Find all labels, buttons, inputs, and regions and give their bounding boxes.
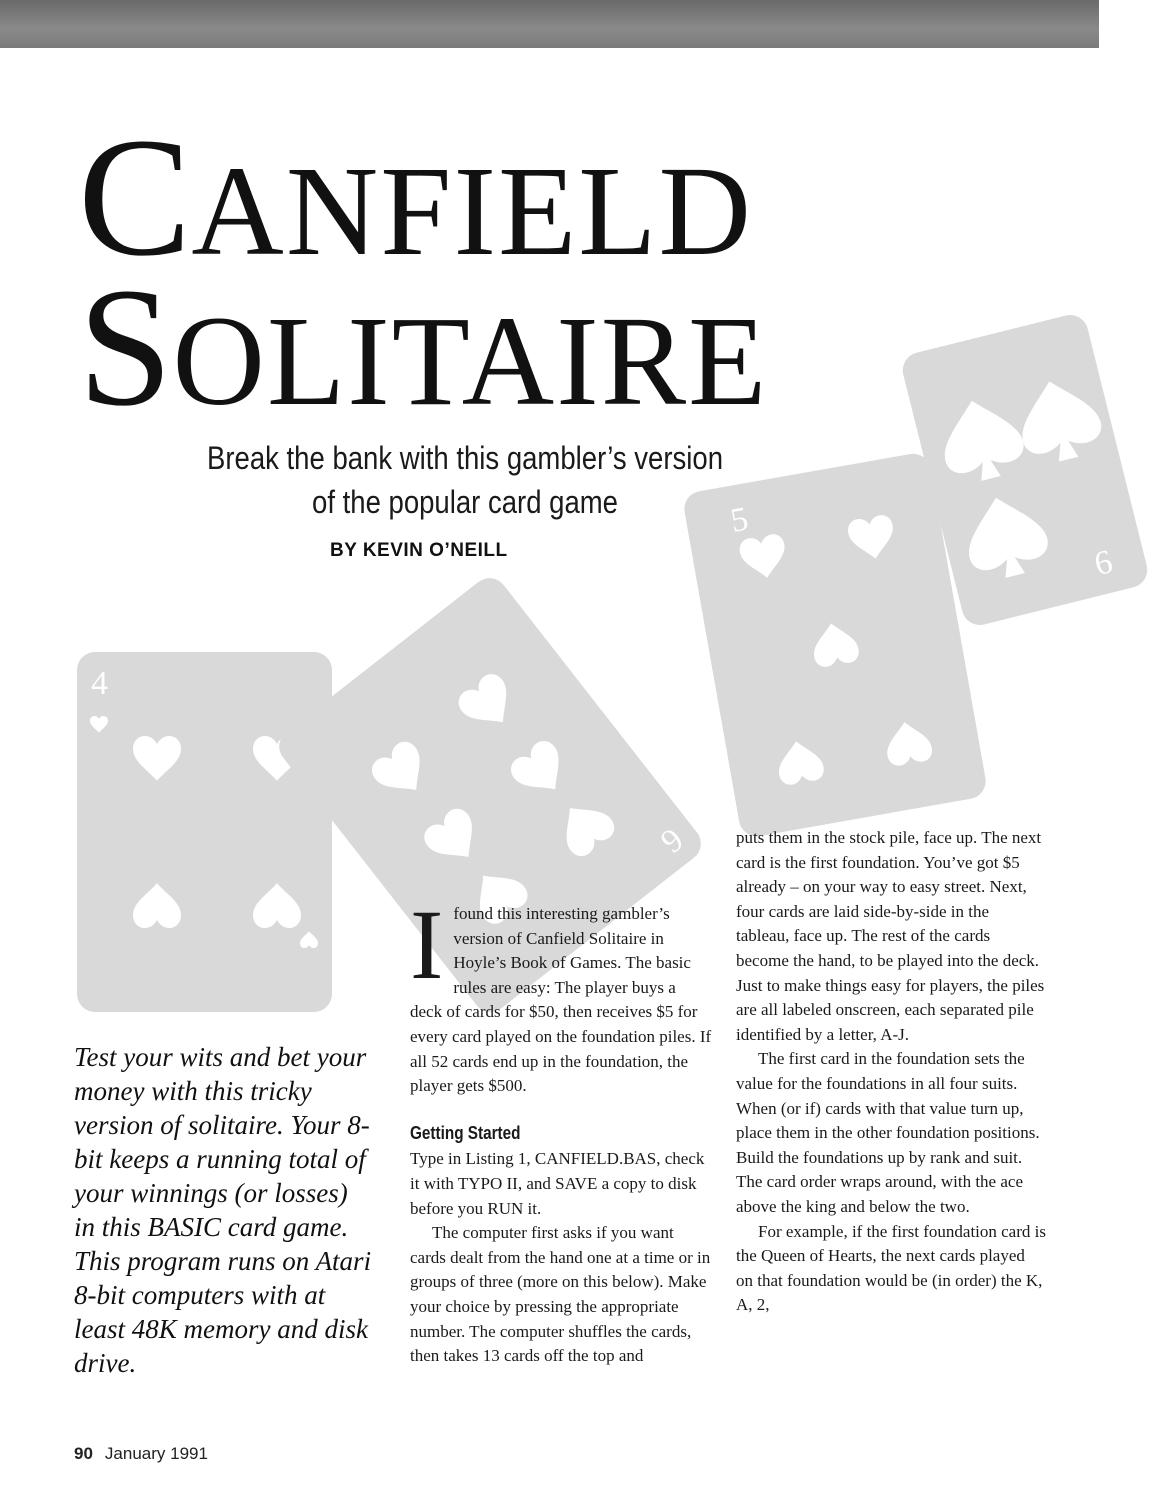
article-column-middle xyxy=(410,889,712,1369)
intro-paragraph xyxy=(410,889,712,1099)
article-column-right xyxy=(736,826,1046,1318)
paragraph-3: puts them in the stock pile, face up. The next card is the first foundation. You’ve got $5 already – on your way to easy street. Next, four cards are laid side-by-side in the tableau, face up. The rest of the cards become the hand, to be played into the deck. Just to make things easy for players, the piles are all labeled onscreen, each separated pile identified by a letter, A-J. xyxy=(736,828,1045,1044)
paragraph-2: The computer first asks if you want cards dealt from the hand one at a time or in groups of three (more on this below). Make your choice by pressing the appropriate number. The computer shuffles the cards, then takes 13 cards off the top and xyxy=(410,1223,711,1366)
article-subtitle xyxy=(194,436,736,524)
svg-text:4: 4 xyxy=(91,665,108,702)
pull-quote: Test your wits and bet your money with this tricky version of solitaire. Your 8-bit keeps a running total of your winnings (or losses) in this BASIC card game. This program runs on Atari 8-bit computers with at least 48K memory and disk drive. xyxy=(74,1042,372,1378)
svg-text:5: 5 xyxy=(727,500,751,540)
intro-text: found this interesting gambler’s version of Canfield Solitaire in Hoyle’s Book of Games. The basic rules are easy: The player buys a deck of cards for $50, then receives $5 for every card played on the foundation piles. If all 52 cards end up in the foundation, the player gets $500. xyxy=(410,904,712,1096)
paragraph-5: For example, if the first foundation card is the Queen of Hearts, the next cards played on that foundation would be (in order) the K, A, 2, xyxy=(736,1221,1046,1315)
byline: BY KEVIN O’NEILL xyxy=(330,540,508,561)
page-footer xyxy=(74,1444,208,1464)
title-rest-2: OLITAIRE xyxy=(172,290,769,432)
section-heading: Getting Started xyxy=(410,1122,521,1143)
article-title xyxy=(78,103,978,441)
subtitle-line-1: Break the bank with this gambler’s version xyxy=(207,440,723,476)
title-rest-1: ANFIELD xyxy=(191,140,753,282)
paragraph-1: Type in Listing 1, CANFIELD.BAS, check it with TYPO II, and SAVE a copy to disk before you RUN it. xyxy=(410,1149,705,1218)
drop-cap: I xyxy=(410,889,444,1000)
subtitle-line-2: of the popular card game xyxy=(312,484,618,520)
issue-date: January 1991 xyxy=(104,1444,208,1463)
card-four-hearts xyxy=(77,652,332,1012)
page-number: 90 xyxy=(74,1444,93,1463)
title-initial-2: S xyxy=(78,253,173,441)
svg-text:6: 6 xyxy=(653,820,690,860)
heart-icon xyxy=(77,652,332,1012)
svg-text:6: 6 xyxy=(1090,543,1117,584)
title-initial-1: C xyxy=(78,103,192,291)
paragraph-4: The first card in the foundation sets the value for the foundations in all four suits. When (or if) cards with that value turn up, place them in the other foundation positions. Build the foundations up by rank and suit. The card order wraps around, with the ace above the king and below the two. xyxy=(736,1049,1040,1216)
header-band xyxy=(0,0,1099,48)
